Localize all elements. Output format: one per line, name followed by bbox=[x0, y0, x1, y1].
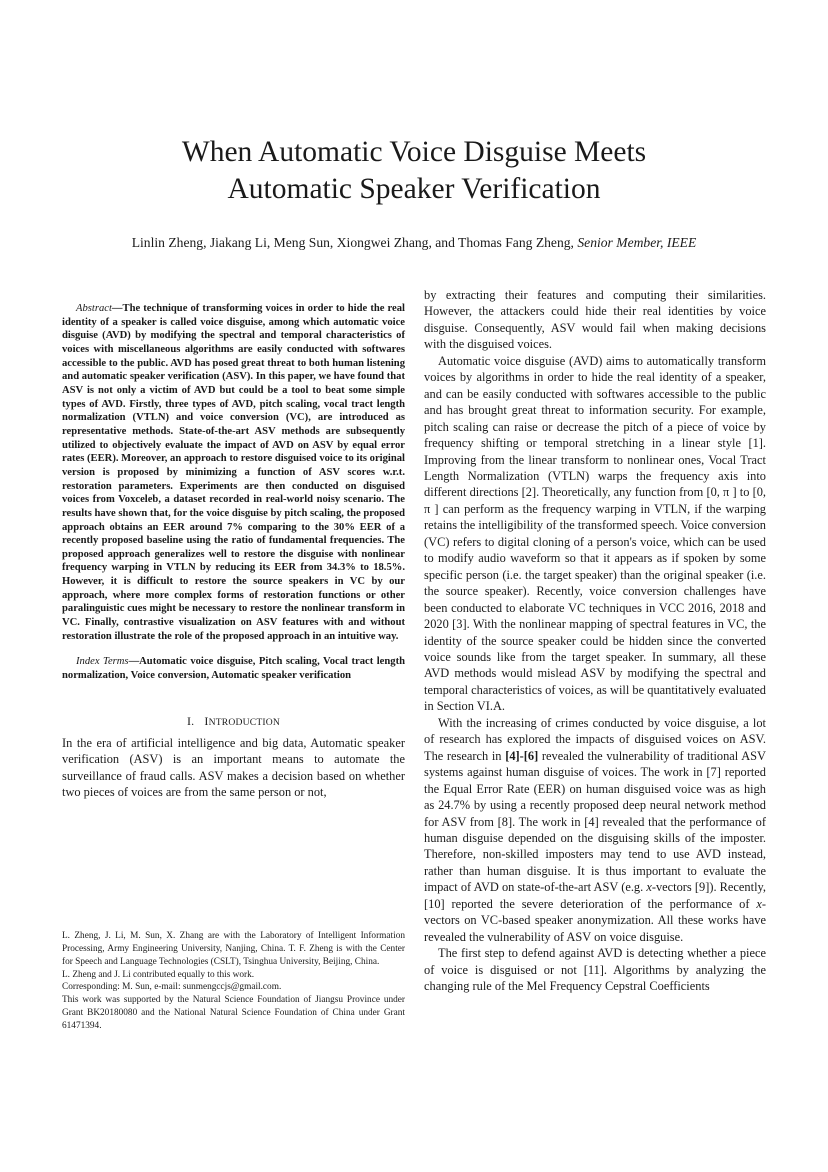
right-column bbox=[424, 287, 766, 994]
index-terms-label: Index Terms bbox=[76, 656, 129, 668]
author-names: Linlin Zheng, Jiakang Li, Meng Sun, Xiongwei Zhang, and Thomas Fang Zheng, bbox=[131, 235, 578, 250]
xvector-italic-2: x bbox=[756, 896, 762, 911]
right-paragraph-4: The first step to defend against AVD is detecting whether a piece of voice is disguised or not [11]. Algorithms by analyzing the changing rule of the Mel Frequency Cepstral Coefficients bbox=[424, 946, 766, 994]
p3-part-b: revealed the vulnerability of traditional ASV systems against human disguise of voices. The work in [7] reported the Equal Error Rate (EER) on human disguised voice was as high as 24.7% by using a recently proposed deep neural network method for ASV from [8]. The work in [4] revealed that the performance of human disguise depended on the disguising skills of the imposter. Therefore, non-skilled imposters may tend to use AVD instead, rather than human disguise. It is thus important to evaluate the impact of AVD on state-of-the-art ASV (e.g. bbox=[424, 748, 766, 895]
right-paragraph-2: Automatic voice disguise (AVD) aims to automatically transform voices by algorithms in order to hide the real identity of a speaker, and can be easily conducted with softwares accessible to the public and has brought great threat to information security. For example, pitch scaling can raise or decrease the pitch of a piece of voice by frequency shifting or temporal stretching in a linear style [1]. Improving from the linear transform to nonlinear ones, Vocal Tract Length Normalization (VTLN) warps the frequency axis into different directions [2]. Theoretically, any function from [0, π ] to [0, π ] can perform as the frequency warping in VTLN, if the warping retains the intelligibility of the transformed speech. Voice conversion (VC) refers to digital cloning of a person's voice, which can be used to modify audio waveform so that it appears as if spoken by some specific person (i.e. the target speaker) than the original speaker (i.e. the source speaker). Recently, voice conversion challenges have been conducted to elaborate VC techniques in VCC 2016, 2018 and 2020 [3]. With the nonlinear mapping of spectral features in VC, the identity of the source speaker could be hidden since the converted voice sounds like from the target speaker. In summary, all these AVD methods would mislead ASV by modifying the spectral and temporal characteristics of voices, as will be quantitatively evaluated in Section VI.A. bbox=[424, 353, 766, 714]
intro-paragraph-1: In the era of artificial intelligence and big data, Automatic speaker verification (ASV) is an important means to automate the surveillance of fraud calls. ASV makes a decision based on whether two pieces of voices are from the same person or not, bbox=[62, 735, 405, 800]
title-line-1: When Automatic Voice Disguise Meets bbox=[181, 136, 647, 168]
footnote-corresponding: Corresponding: M. Sun, e-mail: sunmengccjs@gmail.com. bbox=[62, 982, 282, 993]
footnote-affiliation: L. Zheng, J. Li, M. Sun, X. Zhang are with the Laboratory of Intelligent Information Processing, Army Engineering University, Nanjing, China. T. F. Zheng is with the Center for Speech and Language Technologies (CSLT), Tsinghua University, Beijing, China. bbox=[62, 931, 405, 967]
abstract bbox=[62, 302, 405, 643]
abstract-label: Abstract bbox=[76, 303, 112, 314]
abstract-text: —The technique of transforming voices in order to hide the real identity of a speaker is called voice disguise, among which automatic voice disguise (AVD) by modifying the spectral and temporal characteristics of voices with miscellaneous algorithms are easily conducted with softwares accessible to the public. AVD has posed great threat to both human listening and automatic speaker verification (ASV). In this paper, we have found that ASV is not only a victim of AVD but could be a tool to beat some simple types of AVD. Firstly, three types of AVD, pitch scaling, vocal tract length normalization (VTLN) and voice conversion (VC), are introduced as representative methods. State-of-the-art ASV methods are subsequently utilized to objectively evaluate the impact of AVD on ASV by equal error rates (EER). Moreover, an approach to restore disguised voice to its original version is proposed by minimizing a function of ASV scores w.r.t. restoration parameters. Experiments are then conducted on disguised voices from Voxceleb, a dataset recorded in real-world noisy scenario. The results have shown that, for the voice disguise by pitch scaling, the proposed approach obtains an EER around 7% comparing to the 30% EER of a recently proposed baseline using the ratio of fundamental frequencies. The proposed approach generalizes well to restore the disguise with nonlinear frequency warping in VTLN by reducing its EER from 34.3% to 18.5%. However, it is difficult to restore the source speakers in VC by our approach, where more complex forms of restoration functions or other paralinguistic cues might be necessary to restore the nonlinear transform in VC. Finally, contrastive visualization on ASV features with and without restoration illustrate the role of the proposed approach in an intuitive way. bbox=[62, 303, 405, 642]
title-line-2: Automatic Speaker Verification bbox=[227, 173, 601, 205]
section-number: I. bbox=[186, 713, 195, 728]
right-paragraph-3 bbox=[424, 715, 766, 945]
p3-part-c: -vectors [9]). Recently, [10] reported the severe deterioration of the performance of bbox=[424, 880, 766, 911]
p3-part-d: -vectors on VC-based speaker anonymization. All these works have revealed the vulnerability of ASV on voice disguise. bbox=[424, 896, 766, 944]
footnote-funding: This work was supported by the Natural Science Foundation of Jiangsu Province under Grant BK20180080 and the National Natural Science Foundation of China under Grant 61471394. bbox=[62, 995, 405, 1031]
section-heading-introduction bbox=[62, 714, 405, 730]
section-title-rest: NTRODUCTION bbox=[208, 716, 281, 728]
paper-title bbox=[0, 134, 828, 208]
xvector-italic-1: x bbox=[646, 880, 652, 895]
index-terms bbox=[62, 655, 405, 682]
footnote-equal-contribution: L. Zheng and J. Li contributed equally to this work. bbox=[62, 969, 255, 980]
author-membership: Senior Member, IEEE bbox=[577, 235, 697, 250]
author-list bbox=[0, 234, 828, 252]
index-terms-text: —Automatic voice disguise, Pitch scaling, Vocal tract length normalization, Voice conversion, Automatic speaker verification bbox=[62, 656, 405, 682]
right-paragraph-1: by extracting their features and computing their similarities. However, the attackers could hide their real identities by voice disguise. Consequently, ASV would fail when making decisions with the disguised voices. bbox=[424, 288, 766, 352]
left-column bbox=[62, 302, 405, 801]
p3-part-a: With the increasing of crimes conducted by voice disguise, a lot of research has explored the impacts of disguised voices on ASV. The research in bbox=[424, 715, 766, 763]
citation-4-6: [4]-[6] bbox=[505, 748, 539, 763]
section-title-initial: I bbox=[204, 713, 209, 728]
footnotes bbox=[62, 930, 405, 1033]
